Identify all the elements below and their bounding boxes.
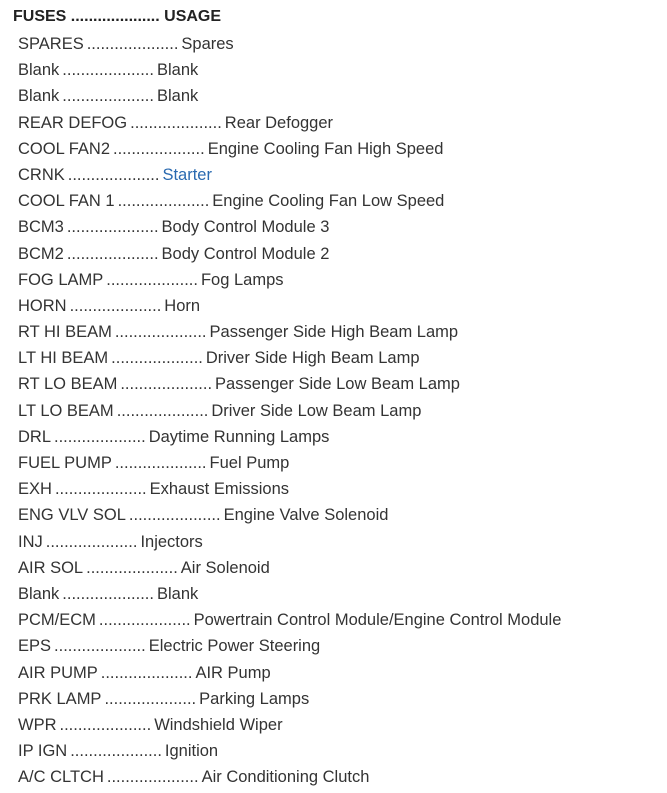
fuse-usage: Windshield Wiper [154,715,283,734]
dot-separator: .................... [70,742,162,761]
dot-separator: .................... [114,323,207,342]
dot-separator: .................... [86,35,179,53]
list-item [18,479,561,505]
dot-separator: .................... [62,584,154,603]
fuse-name: EPS [18,637,52,656]
dot-separator: .................... [120,375,213,394]
list-item [18,86,561,112]
fuse-name: RT LO BEAM [18,375,118,394]
fuse-name: FUEL PUMP [18,454,112,472]
list-item [18,34,561,60]
dot-separator: .................... [54,637,146,656]
dot-separator: .................... [116,401,209,420]
list-item [18,270,561,296]
fuse-usage: Ignition [164,742,219,761]
list-item [18,505,561,531]
dot-separator: .................... [54,480,147,499]
list-item [18,584,561,610]
list-item [18,715,561,741]
list-item [18,165,561,191]
fuse-usage: Engine Valve Solenoid [223,506,389,525]
list-item [18,244,561,270]
list-item [18,558,561,584]
list-item [18,663,561,689]
fuse-usage: AIR Pump [195,663,271,682]
dot-separator: .................... [106,270,198,289]
fuse-usage: Fog Lamps [200,270,284,289]
list-item [18,427,561,453]
fuse-usage: Blank [156,87,199,106]
dot-separator: .................... [59,715,152,734]
fuse-name: PRK LAMP [18,689,102,708]
fuse-name: AIR SOL [18,558,84,577]
fuse-name: COOL FAN2 [18,139,110,158]
fuse-name: LT HI BEAM [18,349,109,368]
fuse-usage: Rear Defogger [224,113,334,132]
dot-separator: .................... [111,349,203,368]
list-item [18,532,561,558]
fuse-name: DRL [18,427,52,446]
fuse-usage: Body Control Module 3 [161,218,330,237]
list-item [18,113,561,139]
fuse-name: WPR [18,715,57,734]
list-item [18,767,561,793]
list-item [18,453,561,479]
list-item [18,610,561,636]
fuse-usage: Engine Cooling Fan High Speed [207,139,444,158]
fuse-name: HORN [18,296,67,315]
fuse-name: AIR PUMP [18,663,98,682]
fuse-usage: Horn [164,296,201,315]
fuse-name: ENG VLV SOL [18,506,126,525]
fuse-usage: Driver Side High Beam Lamp [205,349,420,368]
fuse-name: Blank [18,61,60,80]
fuse-name: PCM/ECM [18,611,96,630]
fuse-usage: Electric Power Steering [148,637,321,656]
fuse-usage: Body Control Module 2 [161,244,330,263]
dot-separator: .................... [54,427,146,446]
fuse-name: LT LO BEAM [18,401,114,420]
fuse-name: INJ [18,532,43,551]
dot-separator: .................... [98,611,191,630]
fuse-usage: Daytime Running Lamps [148,427,330,446]
fuse-usage: Exhaust Emissions [149,480,290,499]
fuse-name: REAR DEFOG [18,113,128,132]
fuse-name: BCM3 [18,218,64,237]
list-item [18,296,561,322]
dot-separator: .................... [114,454,207,472]
dot-separator: .................... [117,192,210,211]
dot-separator: .................... [130,113,222,132]
fuse-name: A/C CLTCH [18,768,104,787]
table-header: FUSES .................... USAGE [13,8,222,25]
fuse-name: COOL FAN 1 [18,192,115,211]
list-item [18,191,561,217]
fuse-usage: Air Conditioning Clutch [201,768,370,787]
dot-separator: .................... [62,61,154,80]
list-item [18,348,561,374]
fuse-usage: Passenger Side High Beam Lamp [209,323,459,342]
dot-separator: .................... [104,689,197,708]
fuse-usage: Driver Side Low Beam Lamp [211,401,422,420]
fuse-list [18,34,561,793]
list-item [18,139,561,165]
dot-separator: .................... [66,218,159,237]
list-item [18,217,561,243]
fuse-usage: Parking Lamps [199,689,310,708]
list-item [18,374,561,400]
fuse-name: RT HI BEAM [18,323,112,342]
fuse-usage: Injectors [140,532,203,551]
dot-separator: .................... [45,532,138,551]
fuse-usage: Blank [156,584,199,603]
usage-link[interactable]: Starter [162,165,212,184]
dot-separator: .................... [128,506,221,525]
list-item [18,60,561,86]
dot-separator: .................... [62,87,154,106]
fuse-usage: Blank [156,61,199,80]
dot-separator: .................... [86,558,178,577]
dot-separator: .................... [66,244,159,263]
list-item [18,636,561,662]
fuse-name: CRNK [18,165,65,184]
list-item [18,741,561,767]
fuse-usage: Fuel Pump [209,454,290,472]
dot-separator: .................... [100,663,193,682]
dot-separator: .................... [106,768,199,787]
fuse-name: SPARES [18,35,84,53]
fuse-name: Blank [18,584,60,603]
fuse-name: Blank [18,87,60,106]
fuse-usage: Powertrain Control Module/Engine Control Module [193,611,562,630]
fuse-usage: Passenger Side Low Beam Lamp [215,375,460,394]
fuse-name: FOG LAMP [18,270,104,289]
fuse-name: BCM2 [18,244,64,263]
fuse-name: EXH [18,480,52,499]
list-item [18,322,561,348]
dot-separator: .................... [67,165,160,184]
fuse-usage: Spares [181,35,234,53]
list-item [18,401,561,427]
fuse-usage: Engine Cooling Fan Low Speed [212,192,445,211]
fuse-name: IP IGN [18,742,68,761]
list-item [18,689,561,715]
dot-separator: .................... [113,139,205,158]
dot-separator: .................... [69,296,162,315]
fuse-usage: Air Solenoid [180,558,270,577]
